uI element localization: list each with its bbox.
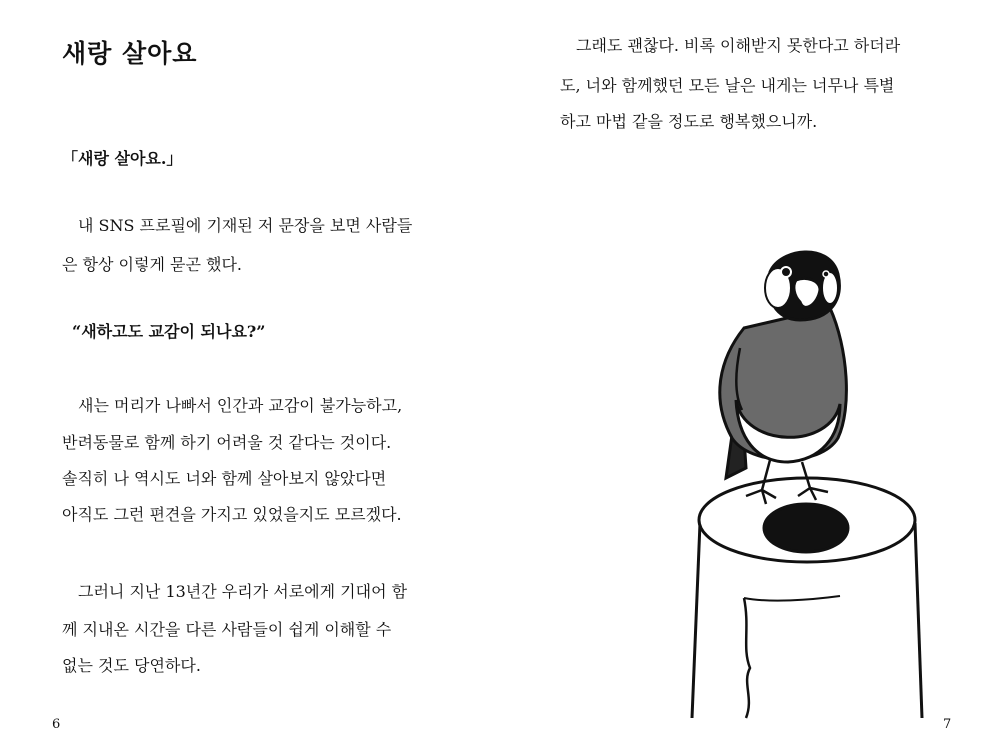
body-line: 없는 것도 당연하다. (62, 656, 201, 675)
body-line: 내 SNS 프로필에 기재된 저 문장을 보면 사람들 (78, 216, 413, 235)
bird (720, 252, 847, 504)
body-line: 반려동물로 함께 하기 어려울 것 같다는 것이다. (62, 433, 392, 452)
body-line: 하고 마법 같을 정도로 행복했으니까. (560, 112, 818, 131)
body-line: 그래도 괜찮다. 비록 이해받지 못한다고 하더라 (576, 36, 901, 55)
body-line: 아직도 그런 편견을 가지고 있었을지도 모르겠다. (62, 505, 402, 524)
quote-question: “새하고도 교감이 되나요?” (72, 322, 266, 341)
body-line: 께 지내온 시간을 다른 사람들이 쉽게 이해할 수 (62, 620, 392, 639)
body-line: 솔직히 나 역시도 너와 함께 살아보지 않았다면 (62, 469, 387, 488)
body-line: 은 항상 이렇게 묻곤 했다. (62, 255, 242, 274)
chapter-title: 새랑 살아요 (62, 39, 198, 68)
bird-illustration (680, 228, 980, 720)
right-page (500, 0, 1000, 749)
body-line: 도, 너와 함께했던 모든 날은 내게는 너무나 특별 (560, 76, 895, 95)
body-line: 그러니 지난 13년간 우리가 서로에게 기대어 함 (78, 582, 408, 601)
page-number-left: 6 (52, 717, 61, 732)
toilet-paper-roll (692, 478, 922, 718)
body-line: 새는 머리가 나빠서 인간과 교감이 불가능하고, (78, 396, 403, 415)
quote-sns-phrase: 「새랑 살아요.」 (62, 149, 183, 168)
page-number-right: 7 (943, 717, 952, 732)
